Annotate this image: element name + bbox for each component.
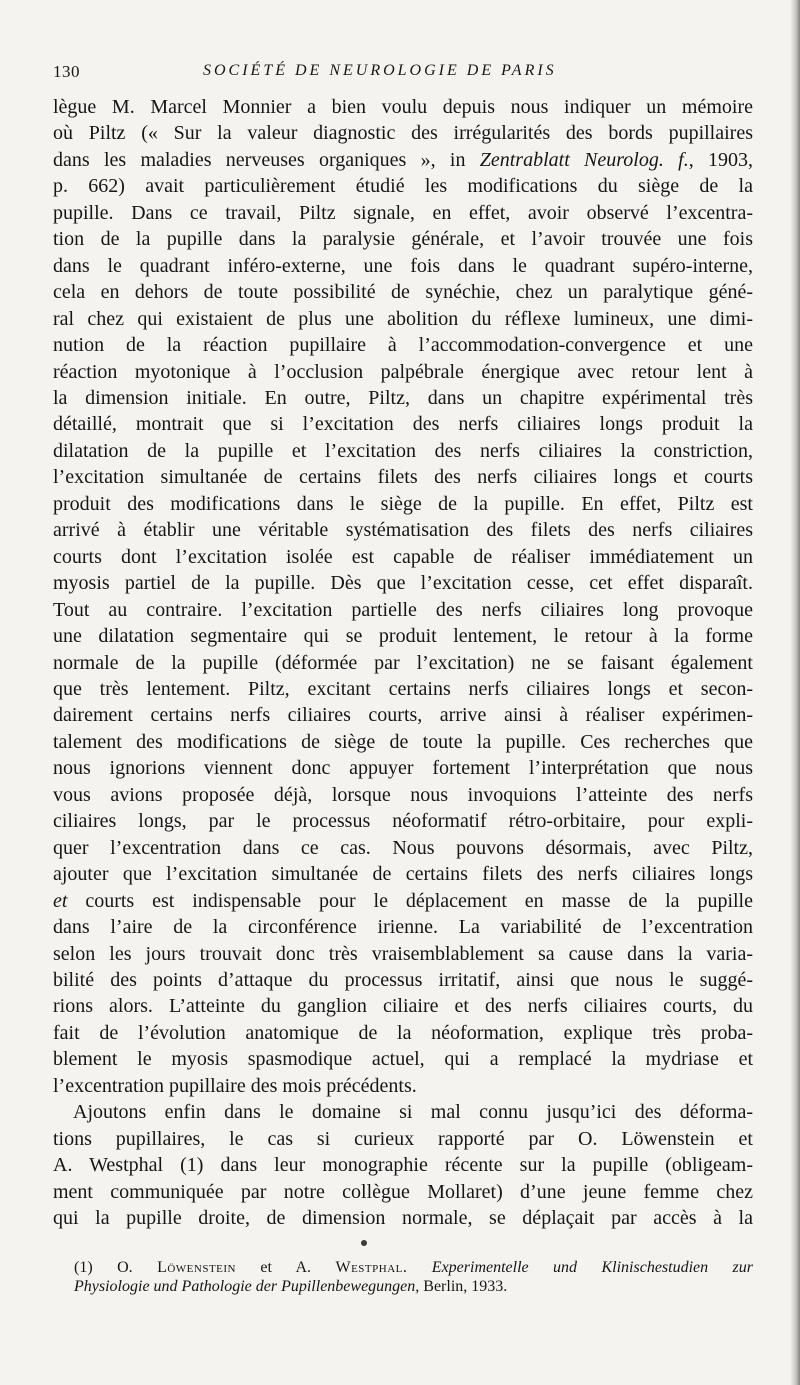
footnote bbox=[74, 1258, 753, 1296]
footnote-line bbox=[74, 1277, 753, 1296]
text-segment: dans les maladies nerveuses organiques », in bbox=[53, 148, 480, 171]
text-line: selon les jours trouvait donc très vraisemblablement sa cause dans la varia- bbox=[53, 942, 753, 965]
text-line: fait de l’évolution anatomique de la néoformation, explique très proba- bbox=[53, 1021, 753, 1044]
footnote-separator-dot bbox=[361, 1240, 367, 1246]
text-line: dilatation de la pupille et l’excitation des nerfs ciliaires la constriction, bbox=[53, 439, 753, 462]
page-edge-shadow bbox=[790, 0, 800, 1385]
text-line: cela en dehors de toute possibilité de synéchie, chez un paralytique géné- bbox=[53, 281, 753, 304]
text-line: détaillé, montrait que si l’excitation des nerfs ciliaires longs produit la bbox=[53, 413, 753, 436]
page-number: 130 bbox=[53, 62, 80, 81]
text-line: rions alors. L’atteinte du ganglion ciliaire et des nerfs ciliaires courts, du bbox=[53, 995, 753, 1018]
footnote-number: (1) O. bbox=[74, 1259, 133, 1276]
text-line: Ajoutons enfin dans le domaine si mal connu jusqu’ici des déforma- bbox=[73, 1101, 753, 1124]
italic-segment: et bbox=[53, 889, 68, 912]
running-title: SOCIÉTÉ DE NEUROLOGIE DE PARIS bbox=[203, 62, 557, 79]
body-text bbox=[53, 94, 753, 1231]
footnote-author: Westphal. bbox=[335, 1259, 408, 1276]
text-line bbox=[53, 888, 753, 914]
text-segment: courts est indispensable pour le déplacement en masse de la pupille bbox=[67, 889, 753, 912]
text-line: l’excentration pupillaire des mois précédents. bbox=[53, 1074, 417, 1097]
text-line: l’excitation simultanée de certains filets des nerfs ciliaires longs et courts bbox=[53, 466, 753, 489]
text-line: ciliaires longs, par le processus néoformatif rétro-orbitaire, pour expli- bbox=[53, 810, 753, 833]
text-line: la dimension initiale. En outre, Piltz, dans un chapitre expérimental très bbox=[53, 386, 753, 409]
text-line: une dilatation segmentaire qui se produit lentement, le retour à la forme bbox=[53, 625, 753, 648]
footnote-title: Physiologie und Pathologie der Pupillenbewegungen, bbox=[74, 1278, 420, 1295]
text-line: tions pupillaires, le cas si curieux rapporté par O. Löwenstein et bbox=[53, 1127, 753, 1150]
text-line: myosis partiel de la pupille. Dès que l’excitation cesse, cet effet disparaît. bbox=[53, 572, 753, 595]
text-line: courts dont l’excitation isolée est capable de réaliser immédiatement un bbox=[53, 545, 753, 568]
text-line: produit des modifications dans le siège de la pupille. En effet, Piltz est bbox=[53, 492, 753, 515]
text-line: quer l’excentration dans ce cas. Nous pouvons désormais, avec Piltz, bbox=[53, 836, 753, 859]
text-line: arrivé à établir une véritable systématisation des filets des nerfs ciliaires bbox=[53, 519, 753, 542]
text-line: que très lentement. Piltz, excitant certains nerfs ciliaires longs et secon- bbox=[53, 677, 753, 700]
text-segment: , 1903, bbox=[688, 148, 753, 171]
footnote-text: et A. bbox=[260, 1259, 312, 1276]
text-line bbox=[53, 147, 753, 173]
text-line: tion de la pupille dans la paralysie générale, et l’avoir trouvée une fois bbox=[53, 228, 753, 251]
text-line: dans le quadrant inféro-externe, une fois dans le quadrant supéro-interne, bbox=[53, 254, 753, 277]
text-line: normale de la pupille (déformée par l’excitation) ne se faisant également bbox=[53, 651, 753, 674]
text-line: qui la pupille droite, de dimension normale, se déplaçait par accès à la bbox=[53, 1207, 753, 1230]
text-line: dans l’aire de la circonférence irienne. La variabilité de l’excentration bbox=[53, 916, 753, 939]
footnote-author: Löwenstein bbox=[157, 1259, 236, 1276]
text-line: pupille. Dans ce travail, Piltz signale, en effet, avoir observé l’excentra- bbox=[53, 201, 753, 224]
footnote-line bbox=[74, 1258, 753, 1277]
text-line: réaction myotonique à l’occlusion palpébrale énergique avec retour lent à bbox=[53, 360, 753, 383]
text-line: p. 662) avait particulièrement étudié les modifications du siège de la bbox=[53, 175, 753, 198]
page-header bbox=[53, 62, 753, 90]
footnote-title: Experimentelle und Klinischestudien zur bbox=[431, 1259, 754, 1276]
text-line: nous ignorions viennent donc appuyer fortement l’interprétation que nous bbox=[53, 757, 753, 780]
text-line: Tout au contraire. l’excitation partielle des nerfs ciliaires long provoque bbox=[53, 598, 753, 621]
text-line: ment communiquée par notre collègue Mollaret) d’une jeune femme chez bbox=[53, 1180, 753, 1203]
text-line: talement des modifications de siège de toute la pupille. Ces recherches que bbox=[53, 730, 753, 753]
text-line: vous avions proposée déjà, lorsque nous invoquions l’atteinte des nerfs bbox=[53, 783, 753, 806]
text-line: ral chez qui existaient de plus une abolition du réflexe lumineux, une dimi- bbox=[53, 307, 753, 330]
text-line: lègue M. Marcel Monnier a bien voulu depuis nous indiquer un mémoire bbox=[53, 96, 753, 118]
italic-segment: Zentrablatt Neurolog. f. bbox=[479, 148, 689, 171]
text-line: nution de la réaction pupillaire à l’accommodation-convergence et une bbox=[53, 334, 753, 357]
text-line: ajouter que l’excitation simultanée de certains filets des nerfs ciliaires longs bbox=[53, 863, 753, 886]
text-line: bilité des points d’attaque du processus irritatif, ainsi que nous le suggé- bbox=[53, 968, 753, 991]
text-line: A. Westphal (1) dans leur monographie récente sur la pupille (obligeam- bbox=[53, 1154, 753, 1177]
text-line: où Piltz (« Sur la valeur diagnostic des irrégularités des bords pupillaires bbox=[53, 122, 753, 145]
footnote-text: Berlin, 1933. bbox=[423, 1278, 508, 1295]
text-line: blement le myosis spasmodique actuel, qui a remplacé la mydriase et bbox=[53, 1048, 753, 1071]
text-line: dairement certains nerfs ciliaires courts, arrive ainsi à réaliser expérimen- bbox=[53, 704, 753, 727]
